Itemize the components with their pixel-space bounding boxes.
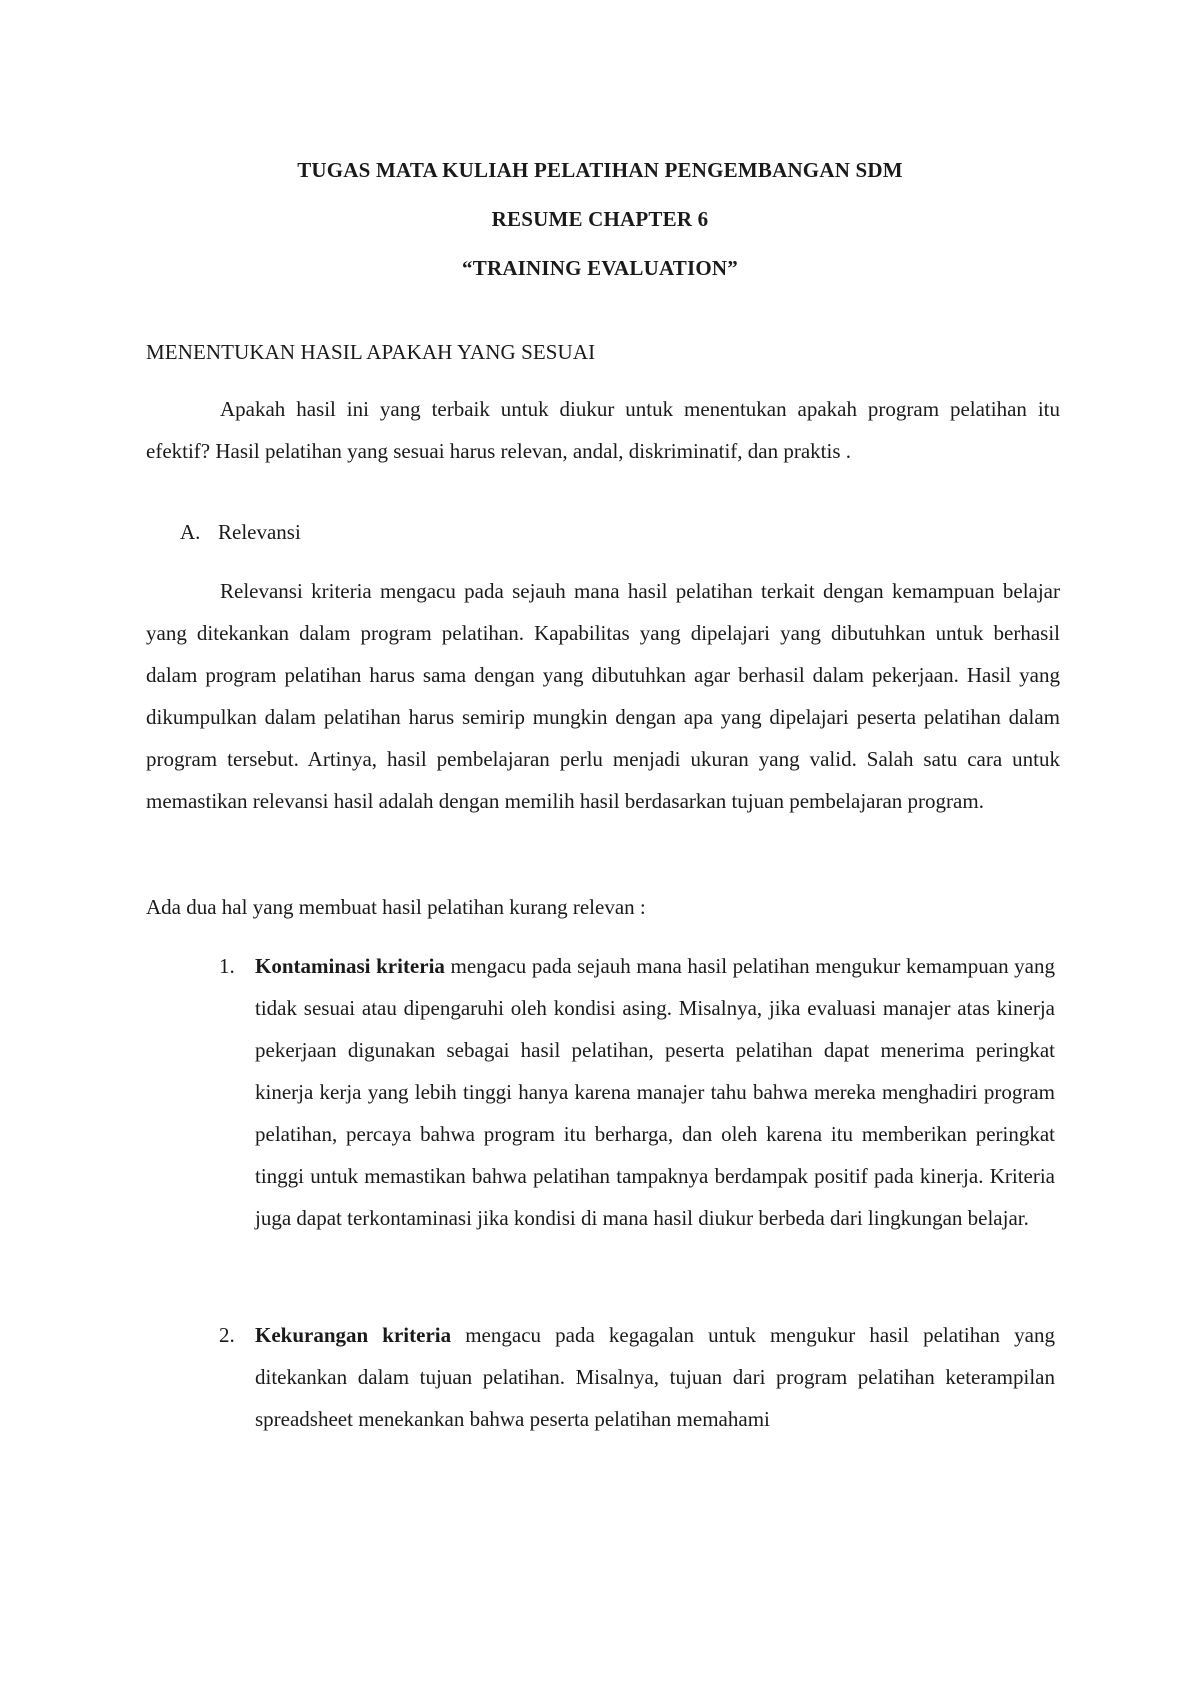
subsection-a-heading	[180, 520, 301, 545]
list-item-1-number: 1.	[219, 954, 235, 978]
list-item-2-text: mengacu pada kegagalan untuk mengukur hasil pelatihan yang ditekankan dalam tujuan pelatihan. Misalnya, tujuan dari program pelatihan keterampilan spreadsheet menekankan bahwa peserta pelatihan memahami	[255, 1323, 1055, 1431]
list-item-2	[219, 1314, 1055, 1444]
intro-paragraph: Apakah hasil ini yang terbaik untuk diukur untuk menentukan apakah program pelatihan itu efektif? Hasil pelatihan yang sesuai harus relevan, andal, diskriminatif, dan praktis .	[146, 397, 1060, 463]
list-intro: Ada dua hal yang membuat hasil pelatihan kurang relevan :	[146, 895, 646, 919]
list-item-2-body	[255, 1314, 1055, 1440]
document-title-line-1: TUGAS MATA KULIAH PELATIHAN PENGEMBANGAN SDM	[297, 158, 903, 182]
section-heading: MENENTUKAN HASIL APAKAH YANG SESUAI	[146, 340, 596, 364]
subsection-a-title: Relevansi	[218, 520, 301, 544]
subsection-a-marker: A.	[180, 520, 201, 544]
document-title-line-2: RESUME CHAPTER 6	[491, 207, 709, 231]
list-item-1-term: Kontaminasi kriteria	[255, 954, 445, 978]
list-item-2-number: 2.	[219, 1323, 235, 1347]
document-title-line-3: “TRAINING EVALUATION”	[462, 256, 738, 280]
list-item-1-body	[255, 945, 1055, 1239]
list-item-2-term: Kekurangan kriteria	[255, 1323, 452, 1347]
list-item-1-text: mengacu pada sejauh mana hasil pelatihan mengukur kemampuan yang tidak sesuai atau dipengaruhi oleh kondisi asing. Misalnya, jika evaluasi manajer atas kinerja pekerjaan digunakan sebagai hasil pelatihan, peserta pelatihan dapat menerima peringkat kinerja kerja yang lebih tinggi hanya karena manajer tahu bahwa mereka menghadiri program pelatihan, percaya bahwa program itu berharga, dan oleh karena itu memberikan peringkat tinggi untuk memastikan bahwa pelatihan tampaknya berdampak positif pada kinerja. Kriteria juga dapat terkontaminasi jika kondisi di mana hasil diukur berbeda dari lingkungan belajar.	[255, 954, 1056, 1230]
subsection-a-paragraph: Relevansi kriteria mengacu pada sejauh mana hasil pelatihan terkait dengan kemampuan belajar yang ditekankan dalam program pelatihan. Kapabilitas yang dipelajari yang dibutuhkan untuk berhasil dalam program pelatihan harus sama dengan yang dibutuhkan agar berhasil dalam pekerjaan. Hasil yang dikumpulkan dalam pelatihan harus semirip mungkin dengan apa yang dipelajari peserta pelatihan dalam program tersebut. Artinya, hasil pembelajaran perlu menjadi ukuran yang valid. Salah satu cara untuk memastikan relevansi hasil adalah dengan memilih hasil berdasarkan tujuan pembelajaran program.	[146, 579, 1060, 813]
list-item-1	[219, 945, 1055, 1335]
